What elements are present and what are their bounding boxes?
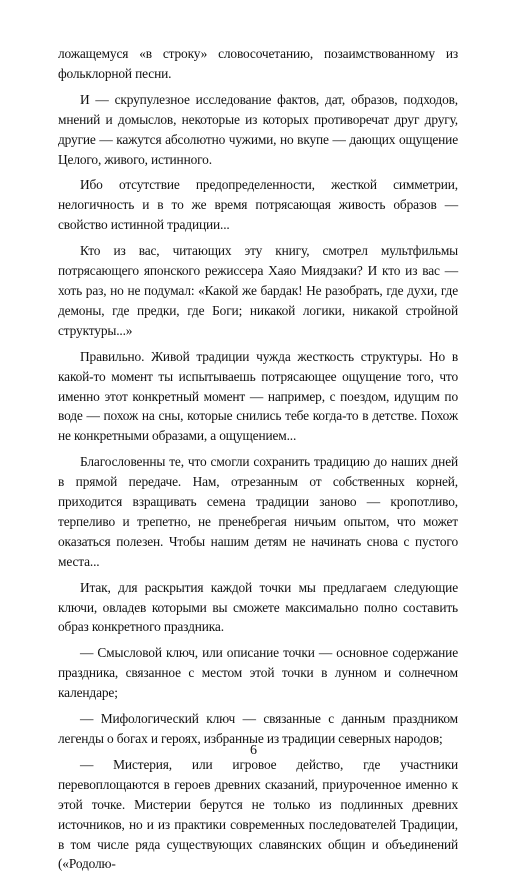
paragraph: Ибо отсутствие предопределенности, жесткой симметрии, нелогичность и в то же время потрясающая живость образов — свойство истинной традиции... xyxy=(58,177,458,233)
page-number: 6 xyxy=(250,743,257,758)
paragraph: Благословенны те, что смогли сохранить традицию до наших дней в прямой передаче. Нам, отрезанным от собственных корней, приходится взращивать семена традиции заново — кропотливо, терпеливо и трепетно, не пренебрегая ничьим опытом, что может оказаться полезен. Чтобы нашим детям не начинать снова с пустого места... xyxy=(58,454,458,569)
paragraph: Кто из вас, читающих эту книгу, смотрел мультфильмы потрясающего японского режиссера Хаяо Миядзаки? И кто из вас — хоть раз, но не подумал: «Какой же бардак! Не разобрать, где духи, где демоны, где предки, где Боги; никакой логики, никакой стройной структуры...» xyxy=(58,243,458,338)
list-item-semantic-key: — Смысловой ключ, или описание точки — основное содержание праздника, связанное с местом этой точки в лунном и солнечном календаре; xyxy=(58,645,458,701)
list-item-mystery: — Мистерия, или игровое действо, где участники перевоплощаются в героев древних сказаний, приуроченное именно к этой точке. Мистерии берутся не только из подлинных древних источников, но и из практики современных последователей Традиции, в том числе ряда существующих славянских общин и объединений («Родолю- xyxy=(58,756,458,872)
list-item-mythological-key: — Мифологический ключ — связанные с данным праздником легенды о богах и героях, избранные из традиции северных народов; xyxy=(58,711,458,746)
paragraph: Правильно. Живой традиции чужда жесткость структуры. Но в какой-то момент ты испытываешь потрясающее ощущение того, что именно этот конкретный момент — например, с поездом, идущим по воде — похож на сны, которые снились тебе когда-то в детстве. Похож не конкретными образами, а ощущением... xyxy=(58,348,458,444)
paragraph: И — скрупулезное исследование фактов, дат, образов, подходов, мнений и домыслов, некоторые из которых противоречат друг другу, другие — кажутся абсолютно чужими, но вкупе — дающих ощущение Целого, живого, истинного. xyxy=(58,91,458,167)
paragraph-continuation: ложащемуся «в строку» словосочетанию, позаимствованному из фольклорной песни. xyxy=(58,46,458,81)
paragraph: Итак, для раскрытия каждой точки мы предлагаем следующие ключи, овладев которыми вы сможете максимально полно составить образ конкретного праздника. xyxy=(58,579,458,635)
